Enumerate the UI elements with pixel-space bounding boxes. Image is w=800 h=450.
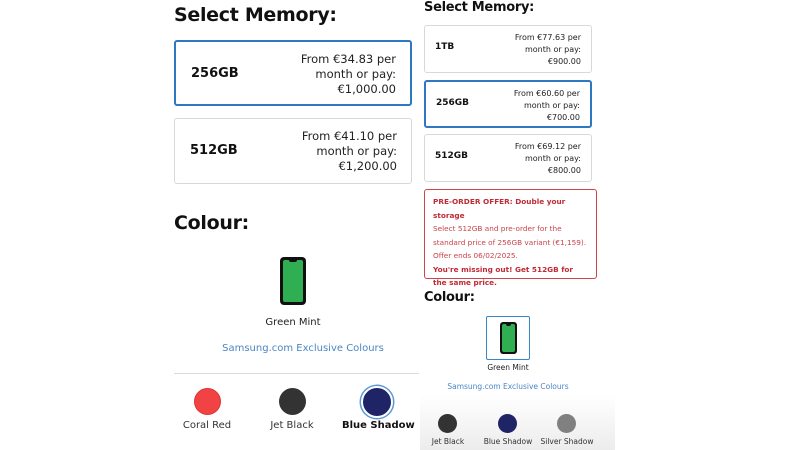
memory-option-512gb[interactable] (424, 134, 592, 182)
memory-option-256gb[interactable] (174, 40, 412, 106)
memory-option-512gb[interactable] (174, 118, 412, 184)
exclusive-colours-link[interactable]: Samsung.com Exclusive Colours (222, 343, 384, 354)
swatch-label: Blue Shadow (342, 420, 415, 431)
swatch-blue-shadow[interactable] (361, 386, 393, 418)
memory-capacity: 512GB (190, 143, 238, 158)
divider (174, 373, 419, 374)
featured-colour-name: Green Mint (487, 363, 529, 372)
memory-capacity: 256GB (436, 98, 470, 108)
memory-capacity: 256GB (191, 66, 239, 81)
swatch-label: Jet Black (431, 437, 465, 446)
offer-headline: PRE-ORDER OFFER: Double your storage (433, 197, 566, 220)
swatch-label: Coral Red (182, 420, 232, 431)
select-memory-heading: Select Memory: (424, 0, 535, 15)
memory-option-256gb[interactable] (424, 80, 592, 128)
memory-capacity: 1TB (435, 42, 455, 52)
swatch-silver-shadow[interactable] (557, 414, 576, 433)
memory-price: From €69.12 per month or pay: €800.00 (514, 142, 581, 175)
memory-price: From €77.63 per month or pay: €900.00 (514, 33, 581, 66)
swatch-label: Jet Black (270, 420, 314, 431)
colour-heading: Colour: (424, 290, 475, 305)
swatch-label: Silver Shadow (540, 437, 594, 446)
right-product-configurator (420, 0, 615, 450)
pre-order-offer-banner (424, 189, 597, 287)
memory-capacity: 512GB (435, 151, 469, 161)
swatch-jet-black[interactable] (279, 388, 306, 415)
phone-icon[interactable] (280, 257, 306, 305)
swatch-blue-shadow[interactable] (498, 414, 517, 433)
swatch-label: Blue Shadow (483, 437, 533, 446)
exclusive-colours-link[interactable]: Samsung.com Exclusive Colours (447, 382, 569, 391)
left-product-configurator (170, 0, 420, 450)
memory-price: From €34.83 per month or pay: €1,000.00 (300, 52, 396, 96)
colour-heading: Colour: (174, 212, 249, 234)
select-memory-heading: Select Memory: (174, 4, 337, 26)
featured-colour-thumbnail[interactable] (486, 316, 530, 360)
memory-price: From €60.60 per month or pay: €700.00 (513, 89, 580, 122)
offer-body: Select 512GB and pre-order for the standard price of 256GB variant (€1,159). Offer ends 06/02/2025. (433, 224, 587, 260)
memory-price: From €41.10 per month or pay: €1,200.00 (301, 129, 397, 173)
memory-option-1tb[interactable] (424, 25, 592, 73)
offer-cta: You're missing out! Get 512GB for the same price. (433, 264, 574, 287)
swatch-jet-black[interactable] (438, 414, 457, 433)
swatch-coral-red[interactable] (194, 388, 221, 415)
featured-colour-name: Green Mint (265, 317, 321, 328)
phone-icon (500, 322, 517, 354)
